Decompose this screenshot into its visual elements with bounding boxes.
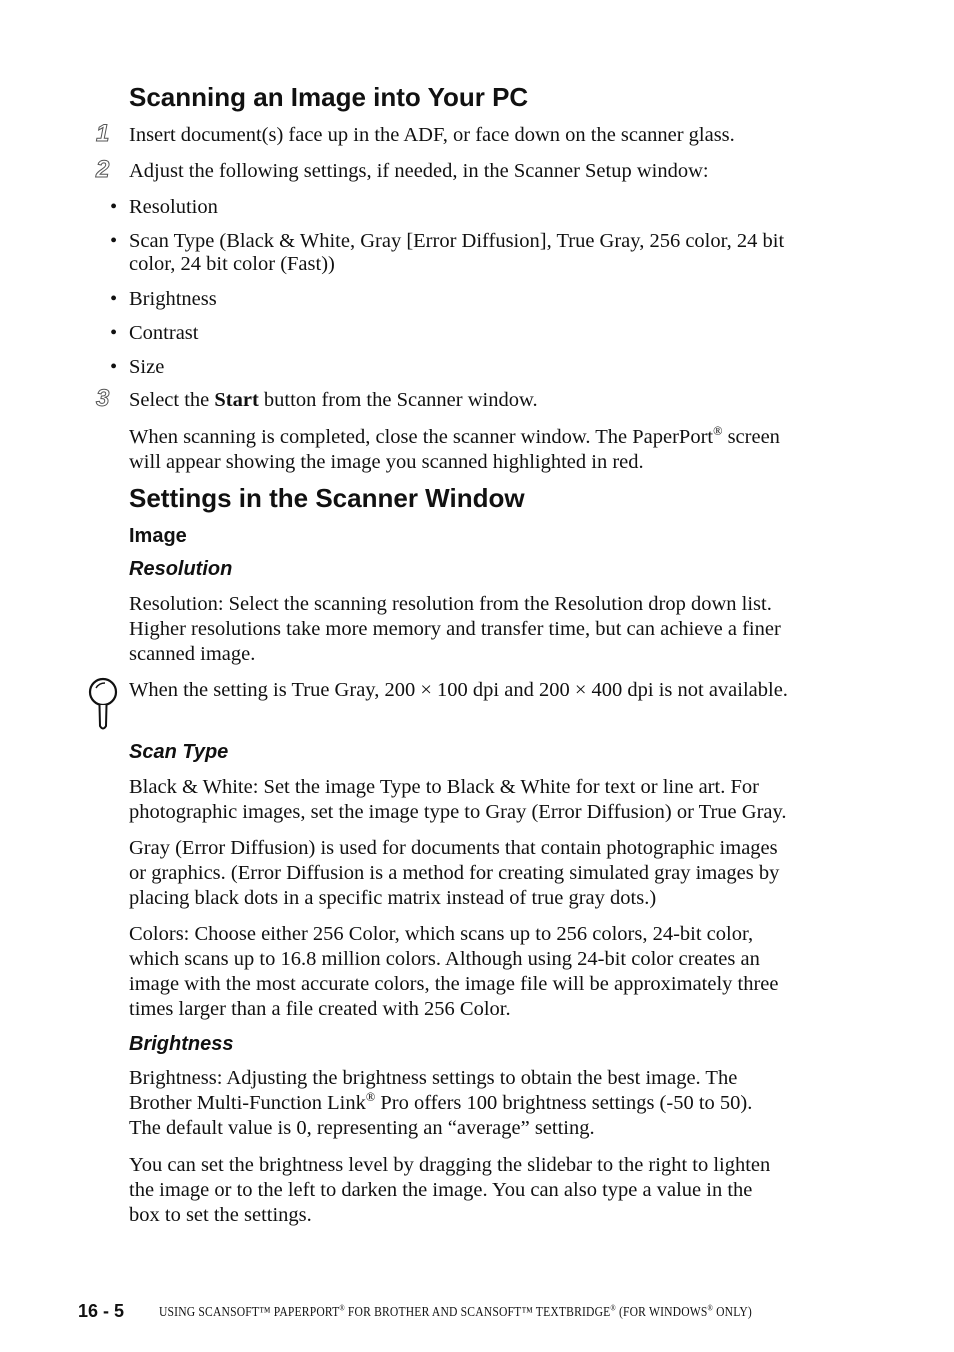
completion-line2: will appear showing the image you scanned highlighted in red. [129,451,644,473]
footer-part-d: ONLY) [713,1304,752,1319]
bullet-resolution: Resolution [129,196,218,218]
bullet-size: Size [129,356,165,378]
bullet-dot: • [110,322,118,344]
scan-type-p2-line2: or graphics. (Error Diffusion is a method for creating simulated gray images by [129,862,780,884]
bullet-brightness: Brightness [129,288,217,310]
completion-pre: When scanning is completed, close the scanner window. The PaperPort [129,426,714,448]
scan-type-p2-line3: placing black dots in a specific matrix instead of true gray dots.) [129,887,657,909]
brightness-p2-line3: box to set the settings. [129,1204,312,1226]
image-heading: Image [129,525,187,547]
completion-line1 [129,425,780,450]
step-3-text [129,388,538,413]
brightness-p2-line1: You can set the brightness level by dragging the slidebar to the right to lighten [129,1154,771,1176]
brightness-p1-line1: Brightness: Adjusting the brightness settings to obtain the best image. The [129,1067,738,1089]
section-title-scanning: Scanning an Image into Your PC [129,82,529,112]
bullet-dot: • [110,196,118,218]
scan-type-p3-line3: image with the most accurate colors, the image file will be approximately three [129,973,779,995]
resolution-note: When the setting is True Gray, 200 × 100 dpi and 200 × 400 dpi is not available. [129,679,788,701]
scan-type-p1-line2: photographic images, set the image type to Gray (Error Diffusion) or True Gray. [129,801,787,823]
registered-mark: ® [365,1090,376,1105]
registered-mark: ® [610,1303,616,1313]
resolution-line1: Resolution: Select the scanning resolution from the Resolution drop down list. [129,593,772,615]
start-keyword: Start [214,389,259,411]
registered-mark: ® [707,1303,714,1313]
step-number-1: 1 [96,120,110,147]
resolution-line3: scanned image. [129,643,256,665]
completion-post: screen [722,426,780,448]
registered-mark: ® [713,424,723,439]
brightness-link-post: Pro offers 100 brightness settings (-50 to 50). [375,1092,753,1114]
footer-part-b: FOR BROTHER AND SCANSOFT™ TEXTBRIDGE [344,1304,611,1319]
step-3-pre: Select the [129,389,215,411]
resolution-line2: Higher resolutions take more memory and transfer time, but can achieve a finer [129,618,781,640]
bullet-scan-type-line1: Scan Type (Black & White, Gray [Error Diffusion], True Gray, 256 color, 24 bit [129,230,785,252]
bullet-dot: • [110,356,118,378]
scan-type-p1-line1: Black & White: Set the image Type to Black & White for text or line art. For [129,776,759,798]
step-number-3: 3 [96,385,110,412]
scan-type-p2-line1: Gray (Error Diffusion) is used for documents that contain photographic images [129,837,778,859]
page-number: 16 - 5 [78,1301,125,1321]
brightness-p1-line3: The default value is 0, representing an “average” setting. [129,1117,595,1139]
scan-type-p3-line1: Colors: Choose either 256 Color, which scans up to 256 colors, 24-bit color, [129,923,754,945]
step-3-post: button from the Scanner window. [258,389,538,411]
note-pin-icon [86,676,120,732]
brightness-link-pre: Brother Multi-Function Link [129,1092,366,1114]
footer-part-c: (FOR WINDOWS [615,1304,708,1319]
scan-type-p3-line2: which scans up to 16.8 million colors. Although using 24-bit color creates an [129,948,760,970]
brightness-p2-line2: the image or to the left to darken the image. You can also type a value in the [129,1179,753,1201]
scan-type-heading: Scan Type [129,741,229,763]
registered-mark: ® [339,1303,345,1313]
bullet-dot: • [110,288,118,310]
resolution-heading: Resolution [129,558,233,580]
step-1-text: Insert document(s) face up in the ADF, or face down on the scanner glass. [129,124,735,146]
footer-part-a: USING SCANSOFT™ PAPERPORT [159,1304,340,1319]
brightness-heading: Brightness [129,1033,234,1055]
bullet-dot: • [110,230,118,252]
bullet-scan-type-line2: color, 24 bit color (Fast)) [129,253,335,275]
brightness-p1-line2 [129,1091,752,1116]
section-title-settings: Settings in the Scanner Window [129,483,525,513]
step-2-text: Adjust the following settings, if needed, in the Scanner Setup window: [129,160,709,182]
scan-type-p3-line4: times larger than a file created with 256 Color. [129,998,511,1020]
step-number-2: 2 [96,156,110,183]
bullet-contrast: Contrast [129,322,199,344]
footer-text [159,1304,752,1320]
